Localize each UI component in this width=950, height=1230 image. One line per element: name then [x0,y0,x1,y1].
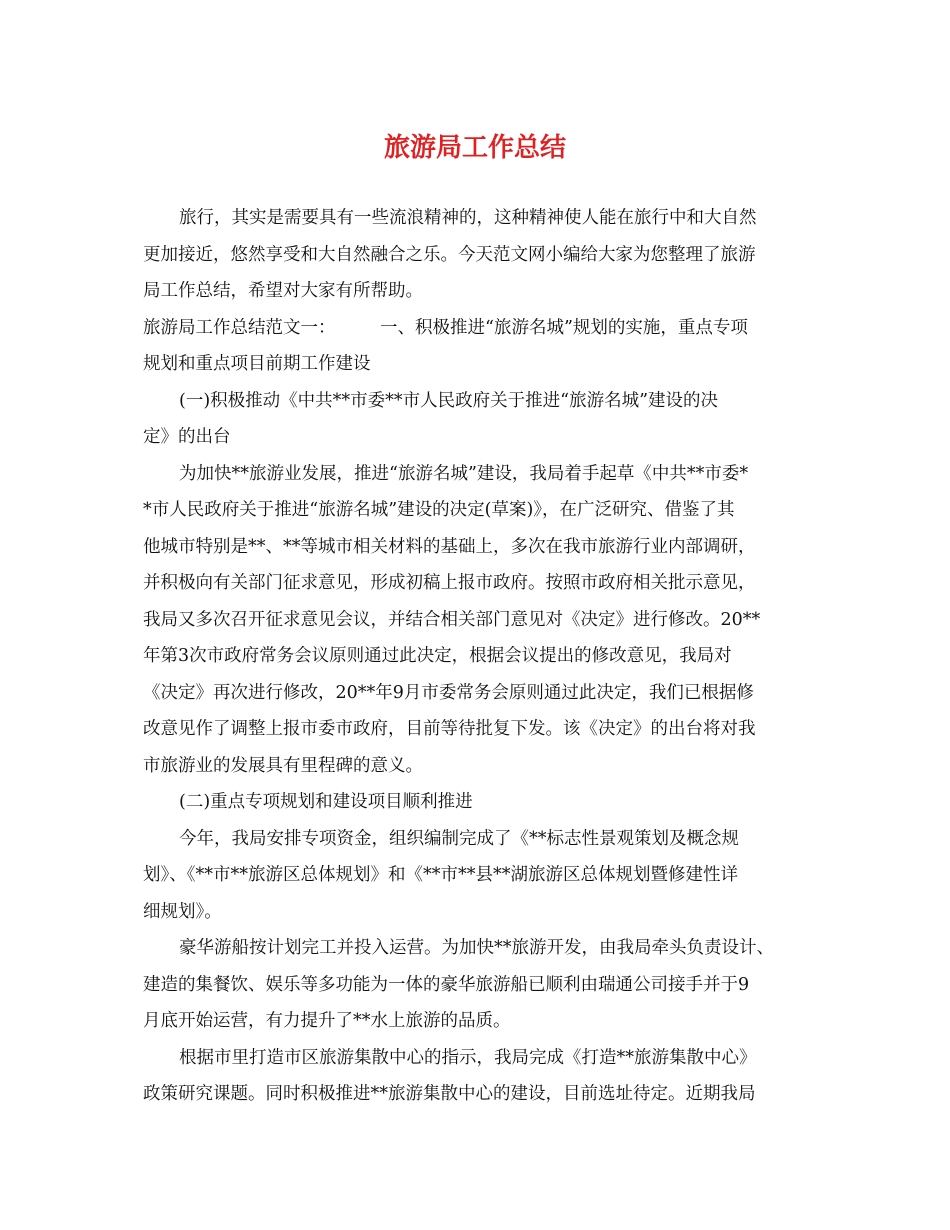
body-text-line: 建造的集餐饮、娱乐等多功能为一体的豪华旅游船已顺利由瑞通公司接手并于9 [143,974,750,995]
body-text-line: 细规划》。 [143,901,222,922]
body-text-line: 更加接近，悠然享受和大自然融合之乐。今天范文网小编给大家为您整理了旅游 [143,244,756,265]
body-text-line: 定》的出台 [143,427,231,447]
body-text-line: 旅行，其实是需要具有一些流浪精神的，这种精神使人能在旅行中和大自然 [179,208,757,228]
body-text-line: (二)重点专项规划和建设项目顺利推进 [179,792,473,812]
body-text-line: *市人民政府关于推进“旅游名城”建设的决定(草案)》，在广泛研究、借鉴了其 [143,500,735,520]
body-text-line: 《决定》再次进行修改，20**年9月市委常务会原则通过此决定，我们已根据修 [143,682,754,703]
body-text-line: 月底开始运营，有力提升了**水上旅游的品质。 [143,1011,511,1031]
body-text-line: 今年，我局安排专项资金，组织编制完成了《**标志性景观策划及概念规 [179,828,739,849]
body-text-line: 局工作总结，希望对大家有所帮助。 [143,281,423,301]
body-text-line: (一)积极推动《中共**市委**市人民政府关于推进“旅游名城”建设的决 [179,390,719,411]
body-text-line: 旅游局工作总结范文一： 一、积极推进“旅游名城”规划的实施，重点专项 [143,317,748,338]
document-title: 旅游局工作总结 [383,133,566,163]
body-text-line: 豪华游船按计划完工并投入运营。为加快**旅游开发，由我局牵头负责设计、 [179,938,774,958]
body-text-line: 规划和重点项目前期工作建设 [143,354,371,374]
document-body [143,200,808,1113]
body-text-line: 政策研究课题。同时积极推进**旅游集散中心的建设，目前选址待定。近期我局 [143,1084,756,1104]
body-text-line: 并积极向有关部门征求意见，形成初稿上报市政府。按照市政府相关批示意见， [143,573,756,593]
body-text-line: 改意见作了调整上报市委市政府，目前等待批复下发。该《决定》的出台将对我 [143,719,756,739]
body-text-line: 划》、《**市**旅游区总体规划》和《**市**县**湖旅游区总体规划暨修建性详 [143,865,738,885]
body-text-line: 年第3次市政府常务会议原则通过此决定，根据会议提出的修改意见，我局对 [143,646,732,666]
body-text-line: 我局又多次召开征求意见会议，并结合相关部门意见对《决定》进行修改。20** [143,609,761,630]
body-text-line: 根据市里打造市区旅游集散中心的指示，我局完成《打造**旅游集散中心》 [179,1047,757,1068]
body-text-line: 为加快**旅游业发展，推进“旅游名城”建设，我局着手起草《中共**市委* [179,463,749,484]
body-text-line: 市旅游业的发展具有里程碑的意义。 [143,755,423,776]
body-text-line: 他城市特别是**、**等城市相关材料的基础上，多次在我市旅游行业内部调研， [143,536,756,557]
